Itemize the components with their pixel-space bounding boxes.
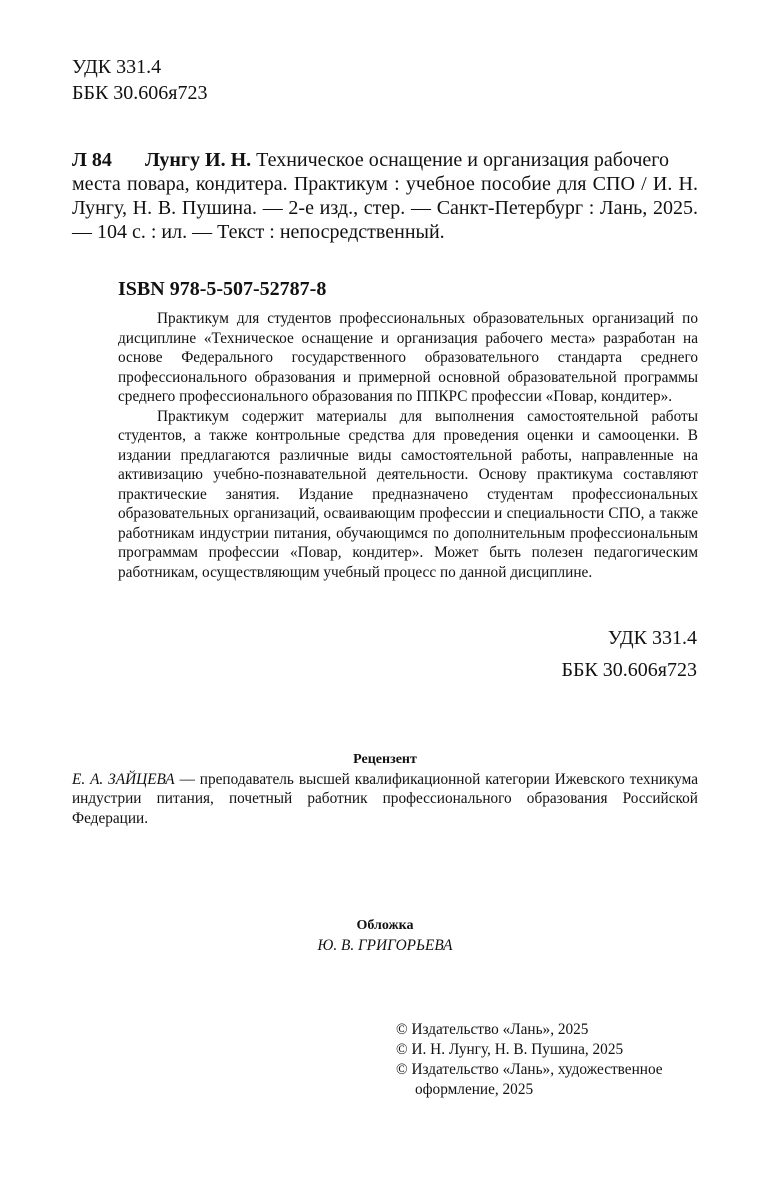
title-first-line: Техническое оснащение и организация рабочего [256, 149, 669, 171]
classification-footer [561, 622, 697, 686]
copyright-block [396, 1020, 716, 1100]
author-mark: Л 84 [72, 149, 112, 171]
udk-code: УДК 331.4 [72, 56, 162, 78]
abstract-paragraph: Практикум содержит материалы для выполнения самостоятельной работы студентов, а также контрольные средства для проведения оценки и самооценки. В издании предлагаются различные виды самостоятельной работы, направленные на активизацию учебно-познавательной деятельности. Основу практикума составляют практические занятия. Издание предназначено студентам профессиональных образовательных организаций, осваивающим профессии и специальности СПО, а также работникам индустрии питания, обучающимся по дополнительным профессиональным программам профессии «Повар, кондитер». Может быть полезен педагогическим работникам, осуществляющим учебный процесс по данной дисциплине. [118, 407, 698, 581]
abstract [118, 309, 698, 582]
copyright-line: оформление, 2025 [415, 1081, 534, 1098]
bibliographic-description [145, 148, 698, 172]
copyright-line: © И. Н. Лунгу, Н. В. Пушина, 2025 [396, 1041, 624, 1058]
reviewer-section [72, 750, 698, 828]
copyright-line: © Издательство «Лань», художественное [396, 1061, 663, 1078]
abstract-paragraph: Практикум для студентов профессиональных образовательных организаций по дисциплине «Техническое оснащение и организация рабочего места» разработан на основе Федерального государственного образовательного стандарта среднего профессионального образования и примерной основной образовательной программы среднего профессионального образования по ППКРС профессии «Повар, кондитер». [118, 310, 698, 405]
udk-code-footer: УДК 331.4 [607, 627, 697, 649]
catalog-entry [72, 148, 698, 244]
author-name: Лунгу И. Н. [145, 149, 252, 171]
classification-header [72, 54, 208, 106]
copyright-line: © Издательство «Лань», 2025 [396, 1021, 589, 1038]
isbn: ISBN 978-5-507-52787-8 [118, 278, 327, 300]
cover-credit [72, 916, 698, 955]
cover-designer: Ю. В. ГРИГОРЬЕВА [317, 936, 453, 954]
reviewer-name: Е. А. ЗАЙЦЕВА [72, 770, 175, 788]
bbk-code: ББК 30.606я723 [72, 82, 208, 104]
bibliographic-continuation: места повара, кондитера. Практикум : учебное пособие для СПО / И. Н. Лунгу, Н. В. Пушина. — 2-е изд., стер. — Санкт-Петербург : Лань, 2025. — 104 с. : ил. — Текст : непосредственный. [72, 173, 698, 243]
cover-heading: Обложка [356, 918, 414, 933]
reviewer-body [72, 770, 698, 829]
reviewer-heading: Рецензент [353, 752, 417, 767]
reviewer-description: — преподаватель высшей квалификационной категории Ижевского техникума индустрии питания, почетный работник профессионального образования Российской Федерации. [72, 770, 698, 827]
bbk-code-footer: ББК 30.606я723 [561, 659, 697, 681]
